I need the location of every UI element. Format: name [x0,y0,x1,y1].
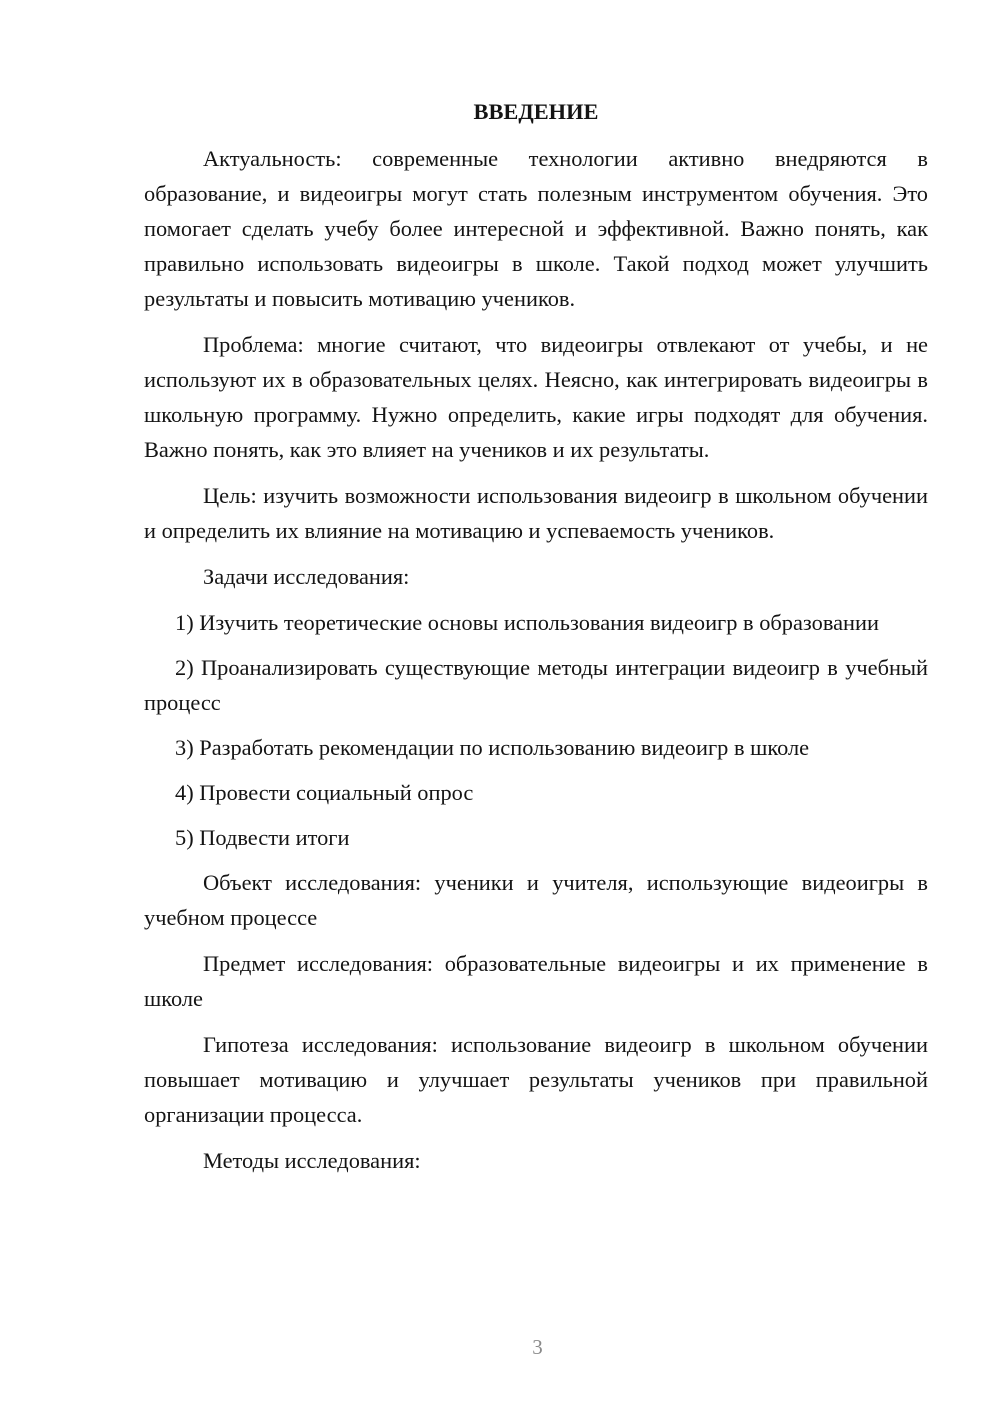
page-number: 3 [532,1335,543,1359]
task-item-5: 5) Подвести итоги [175,825,350,850]
task-item-1: 1) Изучить теоретические основы использования видеоигр в образовании [175,610,879,635]
object-paragraph: Объект исследования: ученики и учителя, использующие видеоигры в учебном процессе [144,870,928,930]
goal-paragraph: Цель: изучить возможности использования видеоигр в школьном обучении и определить их влияние на мотивацию и успеваемость учеников. [144,483,928,543]
subject-paragraph: Предмет исследования: образовательные видеоигры и их применение в школе [144,951,928,1011]
hypothesis-paragraph: Гипотеза исследования: использование видеоигр в школьном обучении повышает мотивацию и улучшает результаты учеников при правильной организации процесса. [144,1032,928,1127]
task-item-3: 3) Разработать рекомендации по использованию видеоигр в школе [175,735,810,760]
section-title: ВВЕДЕНИЕ [473,99,599,124]
task-item-2: 2) Проанализировать существующие методы интеграции видеоигр в учебный процесс [144,655,928,715]
tasks-heading: Задачи исследования: [203,564,410,589]
methods-heading: Методы исследования: [203,1148,421,1173]
relevance-paragraph: Актуальность: современные технологии активно внедряются в образование, и видеоигры могут стать полезным инструментом обучения. Это помогает сделать учебу более интересной и эффективной. Важно понять, как правильно использовать видеоигры в школе. Такой подход может улучшить результаты и повысить мотивацию учеников. [144,146,928,311]
page-content [144,94,928,1189]
task-item-4: 4) Провести социальный опрос [175,780,474,805]
problem-paragraph: Проблема: многие считают, что видеоигры отвлекают от учебы, и не используют их в образовательных целях. Неясно, как интегрировать видеоигры в школьную программу. Нужно определить, какие игры подходят для обучения. Важно понять, как это влияет на учеников и их результаты. [144,332,928,462]
